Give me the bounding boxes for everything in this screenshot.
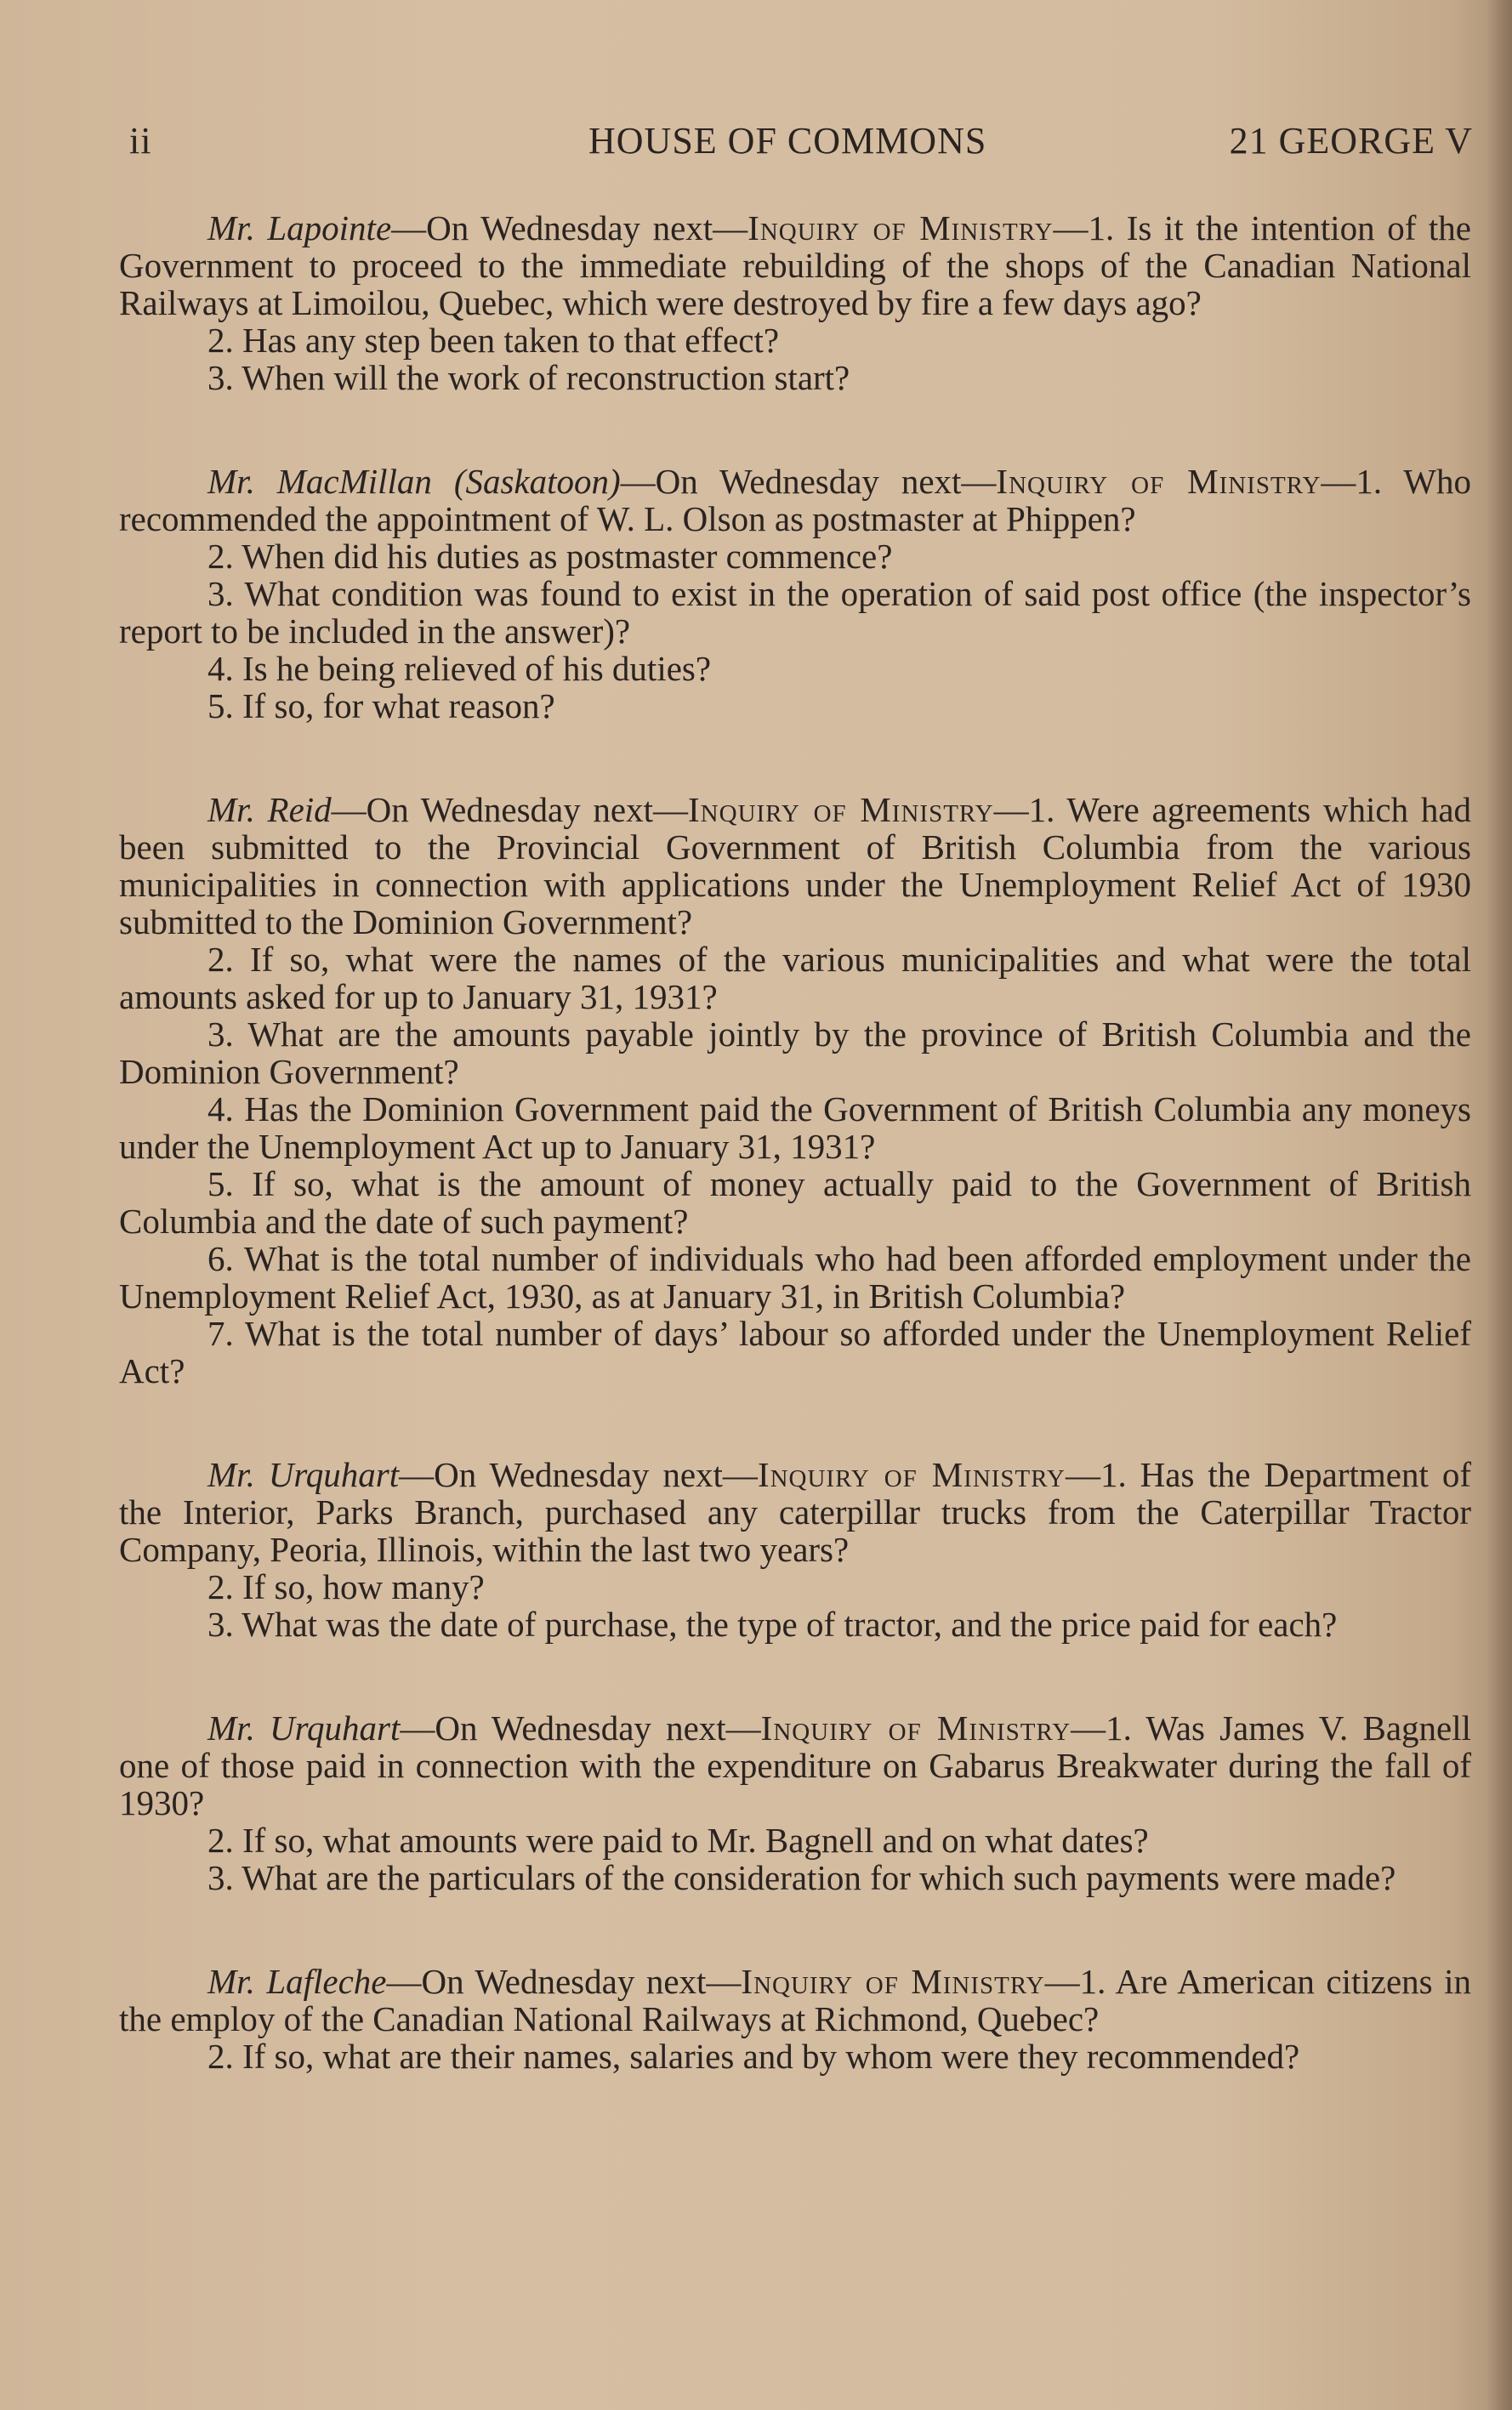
- question-lead: Mr. Reid—On Wednesday next—Inquiry of Ministry—1. Were agreements which had been submitted to the Provincial Government of British Columbia from the various municipalities in connection with applications under the Unemployment Relief Act of 1930 submitted to the Dominion Government?: [119, 790, 1472, 941]
- member-name: Mr. Reid: [207, 790, 332, 829]
- question-item: 2. Has any step been taken to that effect?: [207, 321, 780, 360]
- question-item: 2. When did his duties as postmaster commence?: [207, 537, 893, 576]
- inquiry-label: Inquiry of Ministry: [688, 790, 994, 829]
- page-number: ii: [129, 120, 152, 162]
- member-name: Mr. MacMillan (Saskatoon): [207, 462, 621, 501]
- inquiry-label: Inquiry of Ministry: [757, 1455, 1066, 1494]
- member-name: Mr. Urquhart: [207, 1455, 400, 1494]
- question-item: 5. If so, for what reason?: [207, 686, 555, 725]
- question-lead: Mr. MacMillan (Saskatoon)—On Wednesday next—Inquiry of Ministry—1. Who recommended the appointment of W. L. Olson as postmaster at Phippen?: [119, 462, 1472, 538]
- question-item: 4. Has the Dominion Government paid the Government of British Columbia any moneys under the Unemployment Act up to January 31, 1931?: [119, 1089, 1471, 1166]
- question-item: 7. What is the total number of days’ labour so afforded under the Unemployment Relief Act?: [119, 1314, 1471, 1390]
- question-item: 2. If so, what amounts were paid to Mr. Bagnell and on what dates?: [207, 1821, 1149, 1860]
- member-name: Mr. Lapointe: [207, 208, 392, 247]
- question-item: 3. What was the date of purchase, the type of tractor, and the price paid for each?: [207, 1605, 1338, 1644]
- question-item: 2. If so, what were the names of the various municipalities and what were the total amounts asked for up to January 31, 1931?: [119, 940, 1471, 1016]
- member-name: Mr. Urquhart: [207, 1708, 401, 1748]
- question-item: 3. What are the amounts payable jointly by the province of British Columbia and the Dominion Government?: [119, 1015, 1471, 1091]
- header-title: HOUSE OF COMMONS: [588, 120, 987, 162]
- question-item: 2. If so, how many?: [207, 1567, 485, 1606]
- question-lead: Mr. Lafleche—On Wednesday next—Inquiry of Ministry—1. Are American citizens in the employ of the Canadian National Railways at Richmond, Quebec?: [119, 1962, 1471, 2038]
- question-block: [119, 1709, 1471, 1896]
- question-block: [119, 209, 1471, 396]
- inquiry-label: Inquiry of Ministry: [996, 462, 1322, 501]
- question-item: 3. What condition was found to exist in the operation of said post office (the inspector’s report to be included in the answer)?: [119, 574, 1471, 651]
- inquiry-label: Inquiry of Ministry: [747, 208, 1054, 247]
- question-item: 3. What are the particulars of the consideration for which such payments were made?: [207, 1858, 1396, 1897]
- question-item: 2. If so, what are their names, salaries and by whom were they recommended?: [207, 2037, 1300, 2076]
- question-item: 5. If so, what is the amount of money actually paid to the Government of British Columbia and the date of such payment?: [119, 1164, 1471, 1241]
- header-session: 21 GEORGE V: [1229, 120, 1473, 162]
- question-block: [119, 1456, 1471, 1643]
- member-name: Mr. Lafleche: [207, 1962, 387, 2001]
- page-edge-shadow: [1486, 0, 1512, 2410]
- question-item: 6. What is the total number of individuals who had been afforded employment under the Unemployment Relief Act, 1930, as at January 31, in British Columbia?: [119, 1239, 1471, 1316]
- question-item: 4. Is he being relieved of his duties?: [207, 649, 712, 688]
- question-block: [119, 791, 1471, 1390]
- running-header: [129, 119, 1473, 170]
- inquiry-label: Inquiry of Ministry: [760, 1708, 1071, 1748]
- question-block: [119, 1963, 1471, 2075]
- question-block: [119, 463, 1471, 725]
- inquiry-label: Inquiry of Ministry: [741, 1962, 1045, 2001]
- question-item: 3. When will the work of reconstruction start?: [207, 358, 850, 397]
- question-lead: Mr. Urquhart—On Wednesday next—Inquiry of Ministry—1. Has the Department of the Interior, Parks Branch, purchased any caterpillar trucks from the Caterpillar Tractor Company, Peoria, Illinois, within the last two years?: [119, 1455, 1471, 1569]
- questions-body: [119, 209, 1471, 2141]
- question-lead: Mr. Lapointe—On Wednesday next—Inquiry of Ministry—1. Is it the intention of the Government to proceed to the immediate rebuilding of the shops of the Canadian National Railways at Limoilou, Quebec, which were destroyed by fire a few days ago?: [119, 208, 1471, 322]
- question-lead: Mr. Urquhart—On Wednesday next—Inquiry of Ministry—1. Was James V. Bagnell one of those paid in connection with the expenditure on Gabarus Breakwater during the fall of 1930?: [119, 1708, 1472, 1822]
